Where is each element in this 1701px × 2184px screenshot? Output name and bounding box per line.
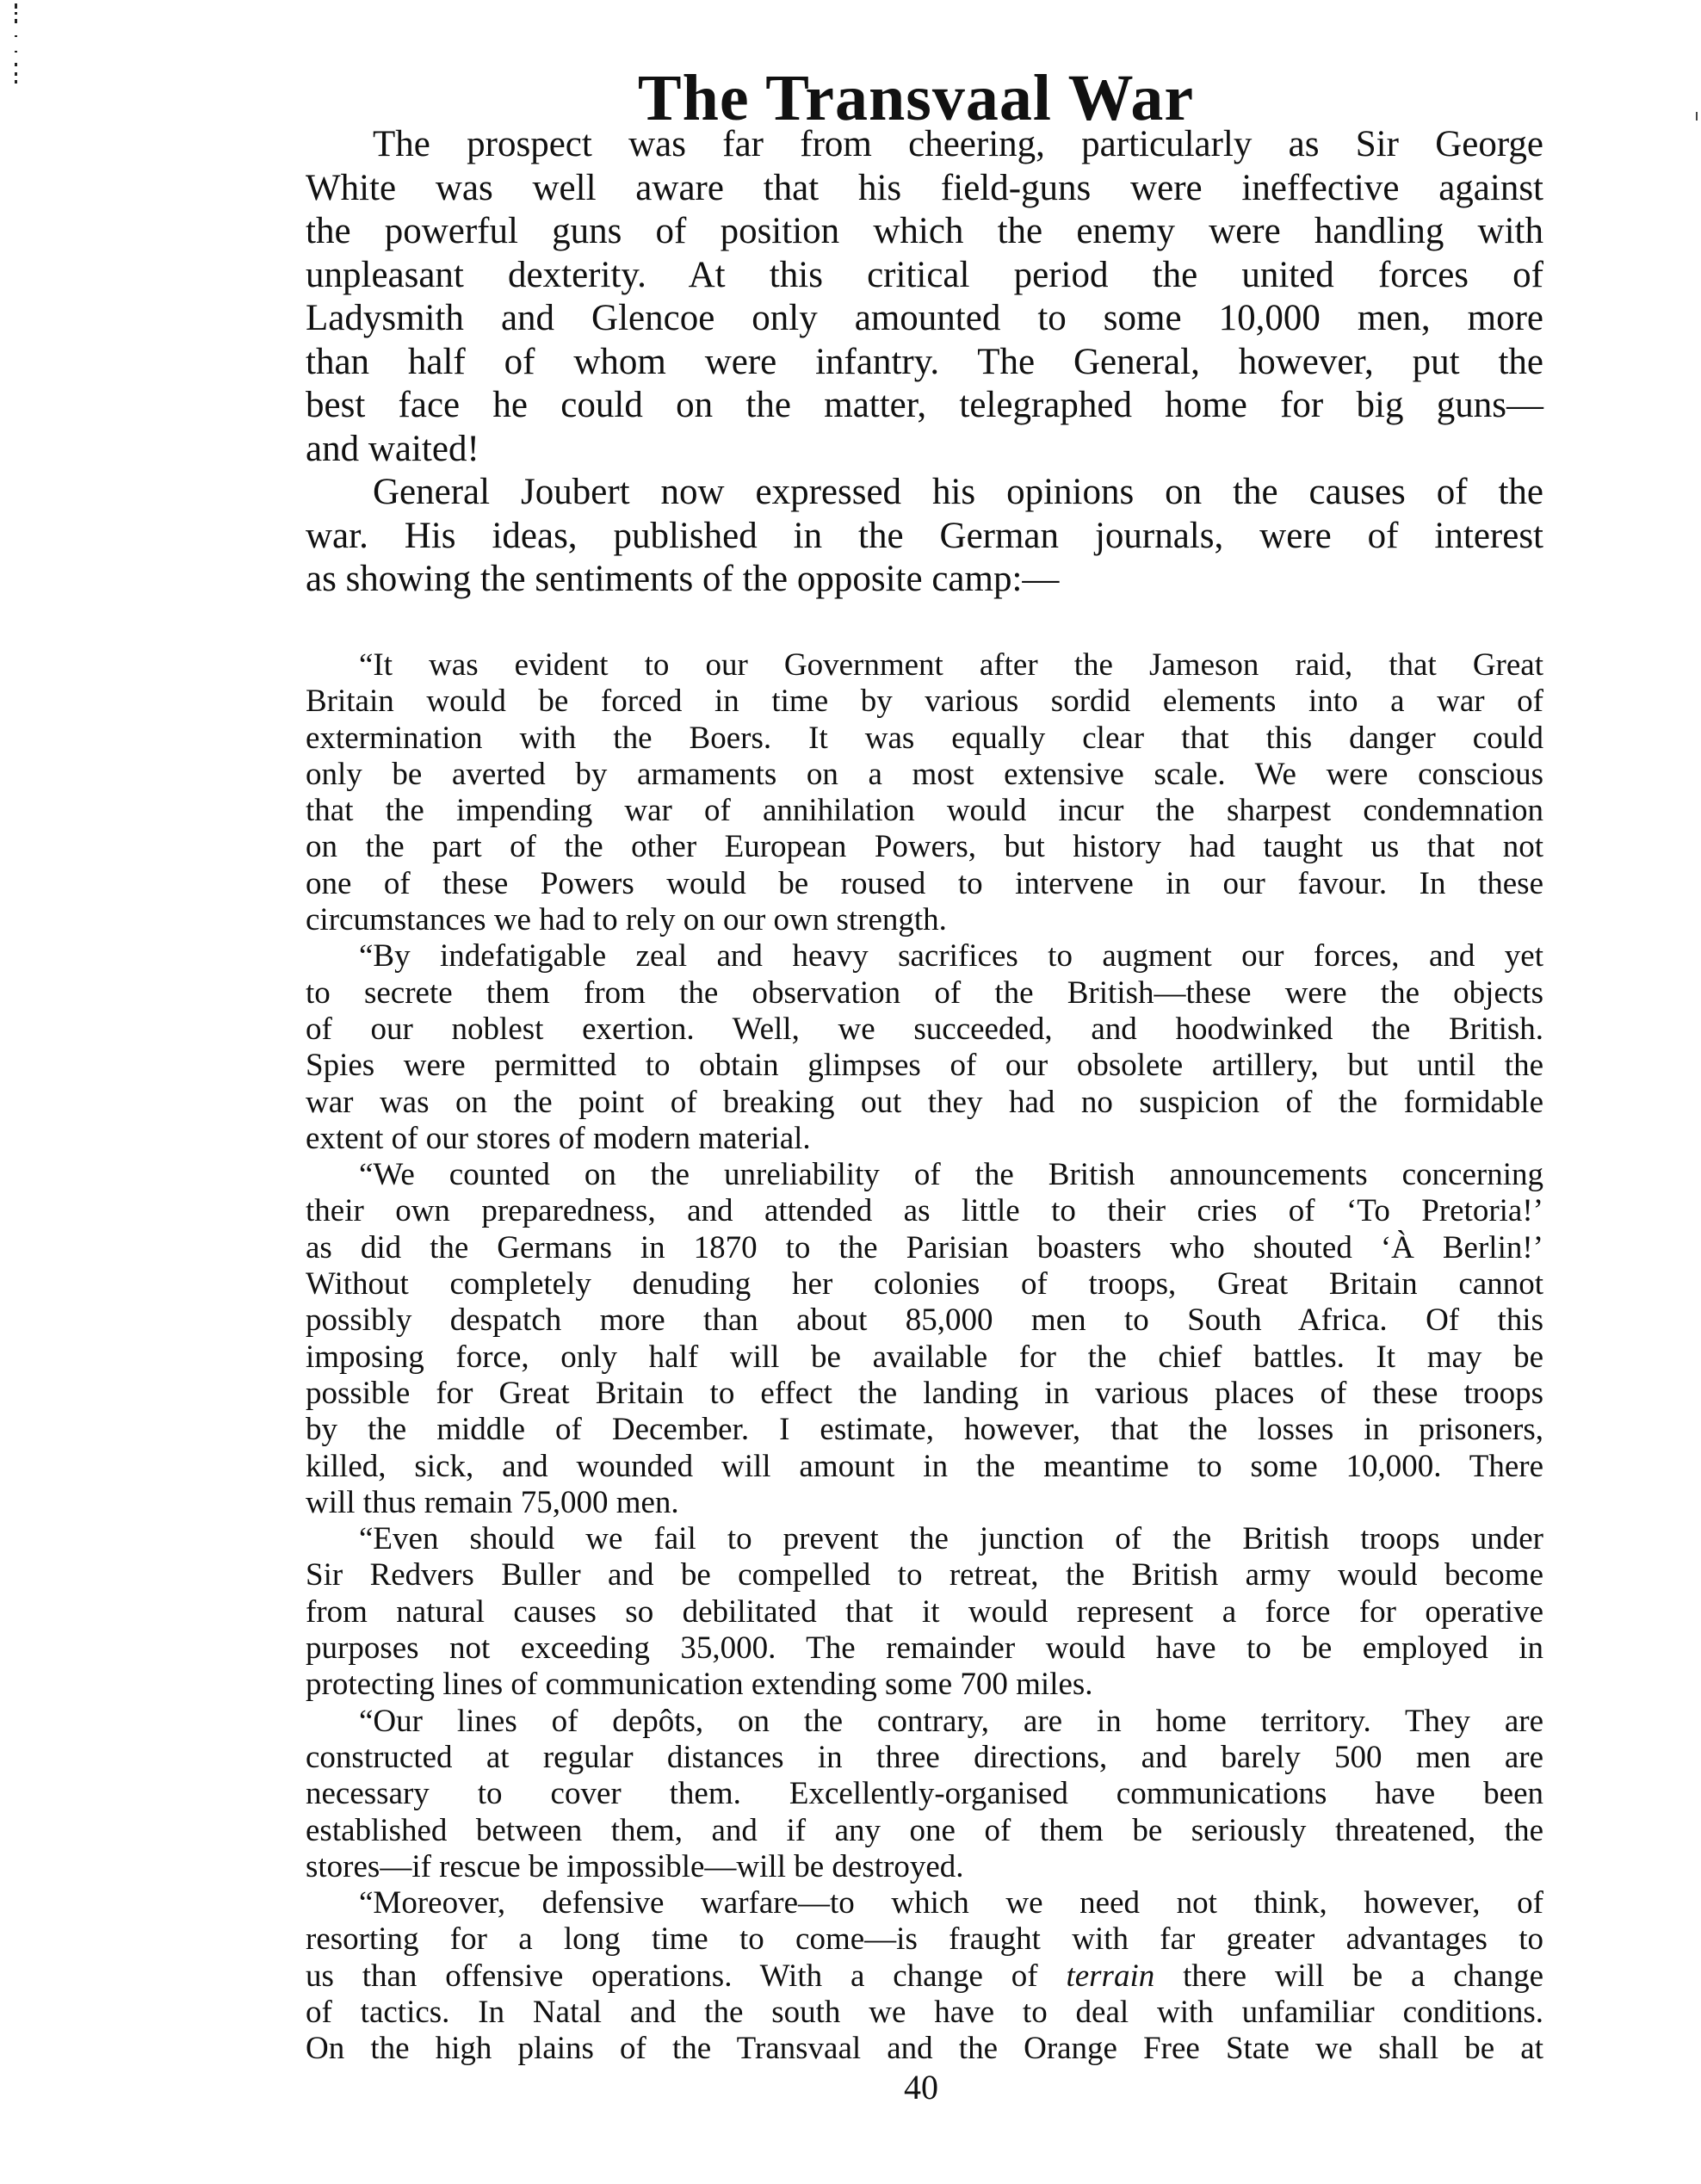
text-line: by the middle of December. I estimate, however, that the losses in prisoners,	[306, 1412, 1543, 1448]
text-run: there will be a change	[1154, 1958, 1543, 1994]
text-line: will thus remain 75,000 men.	[306, 1484, 679, 1520]
text-line: extent of our stores of modern material.	[306, 1120, 811, 1156]
text-line: of tactics. In Natal and the south we have to deal with unfamiliar conditions.	[306, 1994, 1543, 2030]
page-number: 40	[904, 2068, 938, 2107]
text-line: “Moreover, defensive warfare—to which we need not think, however, of	[359, 1885, 1543, 1921]
text-line: than half of whom were infantry. The General, however, put the	[306, 341, 1543, 382]
scan-artifact-mark	[15, 3, 17, 9]
text-line: protecting lines of communication extending some 700 miles.	[306, 1667, 1093, 1703]
text-line: and waited!	[306, 428, 479, 469]
text-line-with-italic	[306, 1958, 1543, 1995]
text-line: necessary to cover them. Excellently-organised communications have been	[306, 1776, 1543, 1812]
text-line: to secrete them from the observation of the British—these were the objects	[306, 974, 1543, 1011]
page-title: The Transvaal War	[637, 61, 1195, 134]
text-line: constructed at regular distances in three directions, and barely 500 men are	[306, 1739, 1543, 1775]
text-line: “By indefatigable zeal and heavy sacrifices to augment our forces, and yet	[359, 938, 1543, 974]
scan-artifact-mark	[15, 12, 17, 15]
text-line: only be averted by armaments on a most extensive scale. We were conscious	[306, 756, 1543, 792]
text-line: Sir Redvers Buller and be compelled to retreat, the British army would become	[306, 1557, 1543, 1593]
text-line: of our noblest exertion. Well, we succeeded, and hoodwinked the British.	[306, 1011, 1543, 1047]
text-line: Spies were permitted to obtain glimpses of our obsolete artillery, but until the	[306, 1048, 1543, 1084]
quote-paragraph	[306, 1521, 1543, 1703]
text-line: “We counted on the unreliability of the British announcements concerning	[359, 1157, 1543, 1193]
text-line: “It was evident to our Government after the Jameson raid, that Great	[359, 647, 1543, 683]
text-line: imposing force, only half will be available for the chief battles. It may be	[306, 1339, 1543, 1375]
text-line: possibly despatch more than about 85,000 men to South Africa. Of this	[306, 1302, 1543, 1339]
italic-word: terrain	[1066, 1958, 1155, 1994]
paragraph	[306, 471, 1543, 602]
quote-paragraph	[306, 647, 1543, 938]
text-line: White was well aware that his field-guns were ineffective against	[306, 167, 1543, 208]
text-line: the powerful guns of position which the enemy were handling with	[306, 211, 1543, 251]
text-line: established between them, and if any one of them be seriously threatened, the	[306, 1812, 1543, 1848]
text-line: from natural causes so debilitated that it would represent a force for operative	[306, 1593, 1543, 1630]
text-line: purposes not exceeding 35,000. The remainder would have to be employed in	[306, 1630, 1543, 1667]
scan-artifact-mark	[15, 51, 17, 53]
text-line: war. His ideas, published in the German journals, were of interest	[306, 515, 1543, 556]
quote-paragraph	[306, 938, 1543, 1157]
text-line: as showing the sentiments of the opposite camp:—	[306, 559, 1060, 599]
text-line: war was on the point of breaking out they had no suspicion of the formidable	[306, 1084, 1543, 1120]
text-line: best face he could on the matter, telegraphed home for big guns—	[306, 385, 1543, 425]
text-line: circumstances we had to rely on our own strength.	[306, 902, 947, 938]
text-run: us than offensive operations. With a change of	[306, 1958, 1067, 1994]
text-line: stores—if rescue be impossible—will be destroyed.	[306, 1848, 964, 1884]
text-line: Without completely denuding her colonies of troops, Great Britain cannot	[306, 1266, 1543, 1302]
text-line: on the part of the other European Powers, but history had taught us that not	[306, 829, 1543, 865]
text-line: “Even should we fail to prevent the junction of the British troops under	[359, 1521, 1543, 1557]
text-line: “Our lines of depôts, on the contrary, are in home territory. They are	[359, 1703, 1543, 1739]
text-line: possible for Great Britain to effect the landing in various places of these troops	[306, 1375, 1543, 1411]
joubert-quote	[306, 647, 1543, 2068]
text-line: as did the Germans in 1870 to the Parisian boasters who shouted ‘À Berlin!’	[306, 1229, 1543, 1265]
text-line: that the impending war of annihilation would incur the sharpest condemnation	[306, 793, 1543, 829]
text-line: Britain would be forced in time by various sordid elements into a war of	[306, 684, 1543, 720]
text-line: unpleasant dexterity. At this critical period the united forces of	[306, 254, 1543, 295]
text-line: resorting for a long time to come—is fraught with far greater advantages to	[306, 1921, 1543, 1958]
text-line: their own preparedness, and attended as little to their cries of ‘To Pretoria!’	[306, 1193, 1543, 1229]
paragraph	[306, 123, 1543, 471]
quote-paragraph	[306, 1157, 1543, 1521]
text-line: killed, sick, and wounded will amount in the meantime to some 10,000. There	[306, 1448, 1543, 1484]
text-line: one of these Powers would be roused to intervene in our favour. In these	[306, 865, 1543, 901]
quote-paragraph	[306, 1704, 1543, 1885]
text-line: General Joubert now expressed his opinions on the causes of the	[373, 472, 1543, 512]
text-line: Ladysmith and Glencoe only amounted to some 10,000 men, more	[306, 298, 1543, 338]
scan-artifact-mark	[15, 19, 17, 23]
text-line: extermination with the Boers. It was equally clear that this danger could	[306, 720, 1543, 756]
text-line: The prospect was far from cheering, particularly as Sir George	[373, 124, 1543, 164]
quote-paragraph	[306, 1885, 1543, 2067]
intro-text	[306, 123, 1543, 602]
text-line: On the high plains of the Transvaal and the Orange Free State we shall be at	[306, 2031, 1543, 2067]
scan-artifact-mark	[15, 35, 17, 37]
